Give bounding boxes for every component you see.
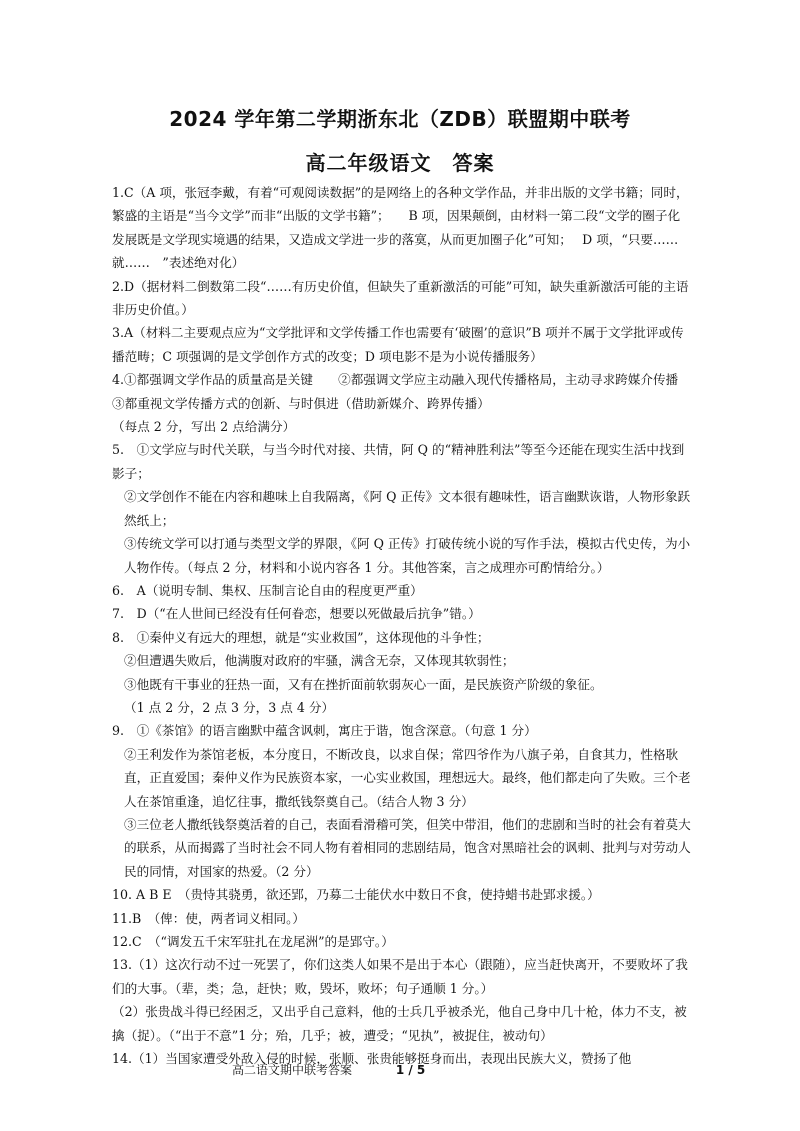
answer-10: 10. A B E （贵恃其骁勇，欲还郢，乃募二士能伏水中数日不食，使持蜡书赴郢求援。） — [112, 887, 600, 903]
answer-11: 11.B （俾：使，两者词义相同。） — [112, 910, 305, 926]
footer-label: 高二语文期中联考答案 — [232, 1063, 353, 1077]
answer-14: 14.（1）当国家遭受外敌入侵的时候，张顺、张贵能够挺身而出，表现出民族大义，赞扬了他 — [112, 1051, 632, 1067]
answer-2: 2.D（据材料二倒数第二段“……有历史价值，但缺失了重新激活的可能”可知，缺失重新激活可能的主语非历史价值。） — [112, 278, 689, 318]
answer-8-point-2: ②但遭遇失败后，他满腹对政府的牢骚，满含无奈，又体现其软弱性； — [124, 653, 515, 669]
answer-5-point-3: ③传统文学可以打通与类型文学的界限，《阿 Q 正传》打破传统小说的写作手法，模拟古代史传，为小人物作传。（每点 2 分，材料和小说内容各 1 分。其他答案，言之成理亦可酌情给分。） — [124, 536, 691, 575]
answer-8-scoring: （1 点 2 分，2 点 3 分，3 点 4 分） — [124, 699, 335, 715]
answer-8: 8. ①秦仲义有远大的理想，就是“实业救国”，这体现他的斗争性； — [112, 629, 490, 645]
page-number: 1 / 5 — [395, 1063, 426, 1077]
answer-3: 3.A（材料二主要观点应为“文学批评和文学传播工作也需要有‘破圈’的意识”B 项并不属于文学批评或传播范畴；C 项强调的是文学创作方式的改变；D 项电影不是为小说传播服务） — [112, 325, 684, 364]
answer-4-scoring: （每点 2 分，写出 2 点给满分） — [112, 419, 296, 435]
answer-body — [112, 181, 704, 1070]
answer-7: 7. D（“在人世间已经没有任何眷恋，想要以死做最后抗争”错。） — [112, 606, 481, 622]
answer-4: 4.①都强调文学作品的质量高是关键 ②都强调文学应主动融入现代传播格局，主动寻求跨媒介传播 ③都重视文学传播方式的创新、与时俱进（借助新媒介、跨界传播） — [112, 372, 704, 411]
answer-9: 9. ①《茶馆》的语言幽默中蕴含讽刺，寓庄于谐，饱含深意。（句意 1 分） — [112, 723, 537, 739]
answer-13-2: （2）张贵战斗得已经困乏，又出乎自己意料，他的士兵几乎被杀光，他自己身中几十枪，体力不支，被擒（捉）。（“出于不意”1 分；殆，几乎；被，遭受；“见执”，被捉住，被动句） — [112, 1004, 687, 1043]
answer-13-1: 13.（1）这次行动不过一死罢了，你们这类人如果不是出于本心（跟随），应当赶快离开，不要败坏了我们的大事。（辈，类；急，赶快；败，毁坏，败坏；句子通顺 1 分。） — [112, 957, 688, 996]
answer-12: 12.C （“调发五千宋军驻扎在龙尾洲”的是郢守。） — [112, 934, 394, 949]
document-title: 2024 学年第二学期浙东北（ZDB）联盟期中联考 — [169, 107, 631, 131]
answer-5: 5. ①文学应与时代关联，与当今时代对接、共情，阿 Q 的“精神胜利法”等至今还能在现实生活中找到影子； — [112, 442, 685, 481]
answer-9-point-2: ②王利发作为茶馆老板，本分度日，不断改良，以求自保；常四爷作为八旗子弟，自食其力，性格耿直，正直爱国；秦仲义作为民族资本家，一心实业救国，理想远大。最终，他们都走向了失败。三个老人在茶馆重逢，追忆往事，撒纸钱祭奠自己。（结合人物 3 分） — [124, 746, 691, 809]
answer-9-point-3: ③三位老人撒纸钱祭奠活着的自己，表面看滑稽可笑，但笑中带泪，他们的悲剧和当时的社会有着莫大的联系，从而揭露了当时社会不同人物有着相同的悲剧结局，饱含对黑暗社会的讽刺、批判与对劳动人民的同情，对国家的热爱。（2 分） — [124, 816, 691, 879]
answer-8-point-3: ③他既有干事业的狂热一面，又有在挫折面前软弱灰心一面，是民族资产阶级的象征。 — [124, 676, 603, 692]
answer-6: 6. A（说明专制、集权、压制言论自由的程度更严重） — [112, 582, 423, 598]
page-footer — [232, 1061, 425, 1078]
document-subtitle: 高二年级语文 答案 — [305, 151, 495, 175]
answer-5-point-2: ②文学创作不能在内容和趣味上自我隔离，《阿 Q 正传》文本很有趣味性，语言幽默诙谐，人物形象跃然纸上； — [124, 489, 691, 528]
answer-1: 1.C（A 项，张冠李戴，有着“可观阅读数据”的是网络上的各种文学作品，并非出版的文学书籍；同时，繁盛的主语是“当今文学”而非“出版的文学书籍”； B 项，因果颠倒，由材料一第二段“文学的圈子化发展既是文学现实境遇的结果，又造成文学进一步的落寞，从而更加圈子化”可知； D 项，“只要……就…… ”表述绝对化） — [112, 185, 689, 271]
